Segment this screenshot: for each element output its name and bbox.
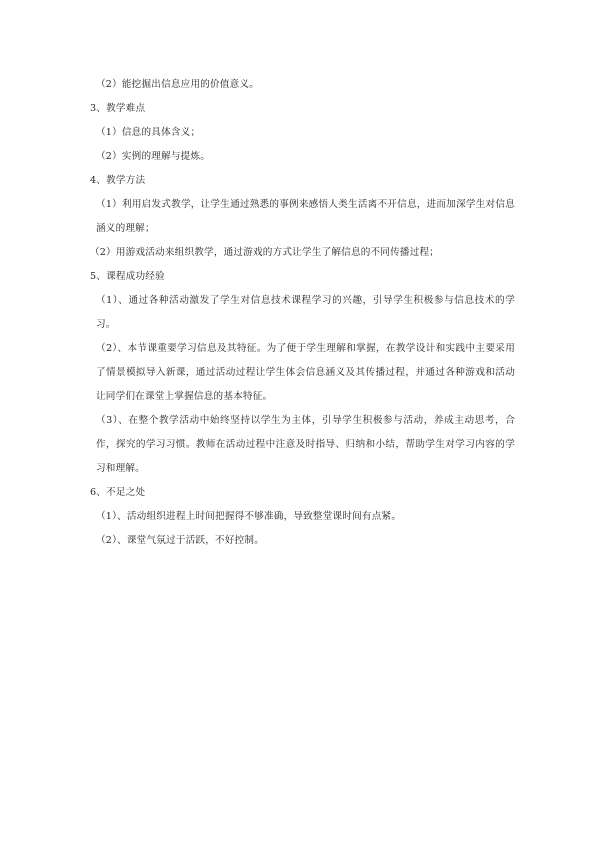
section-heading: 5、课程成功经验 — [90, 271, 165, 282]
text-line: （1）信息的具体含义； — [96, 127, 201, 138]
text-line: （2）能挖掘出信息应用的价值意义。 — [96, 79, 260, 90]
section-heading: 3、教学难点 — [90, 103, 146, 114]
section-heading: 6、不足之处 — [90, 487, 146, 498]
paragraph: （3）、在整个教学活动中始终坚持以学生为主体，引导学生积极参与活动，养成主动思考，合作，探究的学习习惯。教师在活动过程中注意及时指导、归纳和小结，帮助学生对学习内容的学习和理解。 — [96, 415, 515, 474]
paragraph: （2）、本节课重要学习信息及其特征。为了便于学生理解和掌握，在教学设计和实践中主要采用了情景模拟导入新课，通过活动过程让学生体会信息涵义及其传播过程，并通过各种游戏和活动让同学们在课堂上掌握信息的基本特征。 — [96, 343, 515, 402]
section-heading: 4、教学方法 — [90, 175, 146, 186]
text-line: （2）实例的理解与提炼。 — [96, 151, 211, 162]
paragraph: （1）、通过各种活动激发了学生对信息技术课程学习的兴趣，引导学生积极参与信息技术的学习。 — [96, 295, 515, 330]
paragraph: （1）利用启发式教学，让学生通过熟悉的事例来感悟人类生活离不开信息，进而加深学生对信息涵义的理解； — [96, 199, 515, 234]
text-line: （1）、活动组织进程上时间把握得不够准确，导致整堂课时间有点紧。 — [96, 511, 402, 522]
text-line: （2）、课堂气氛过于活跃，不好控制。 — [96, 535, 264, 546]
text-line: （2）用游戏活动来组织教学，通过游戏的方式让学生了解信息的不同传播过程； — [90, 247, 440, 258]
document-body — [90, 73, 515, 553]
